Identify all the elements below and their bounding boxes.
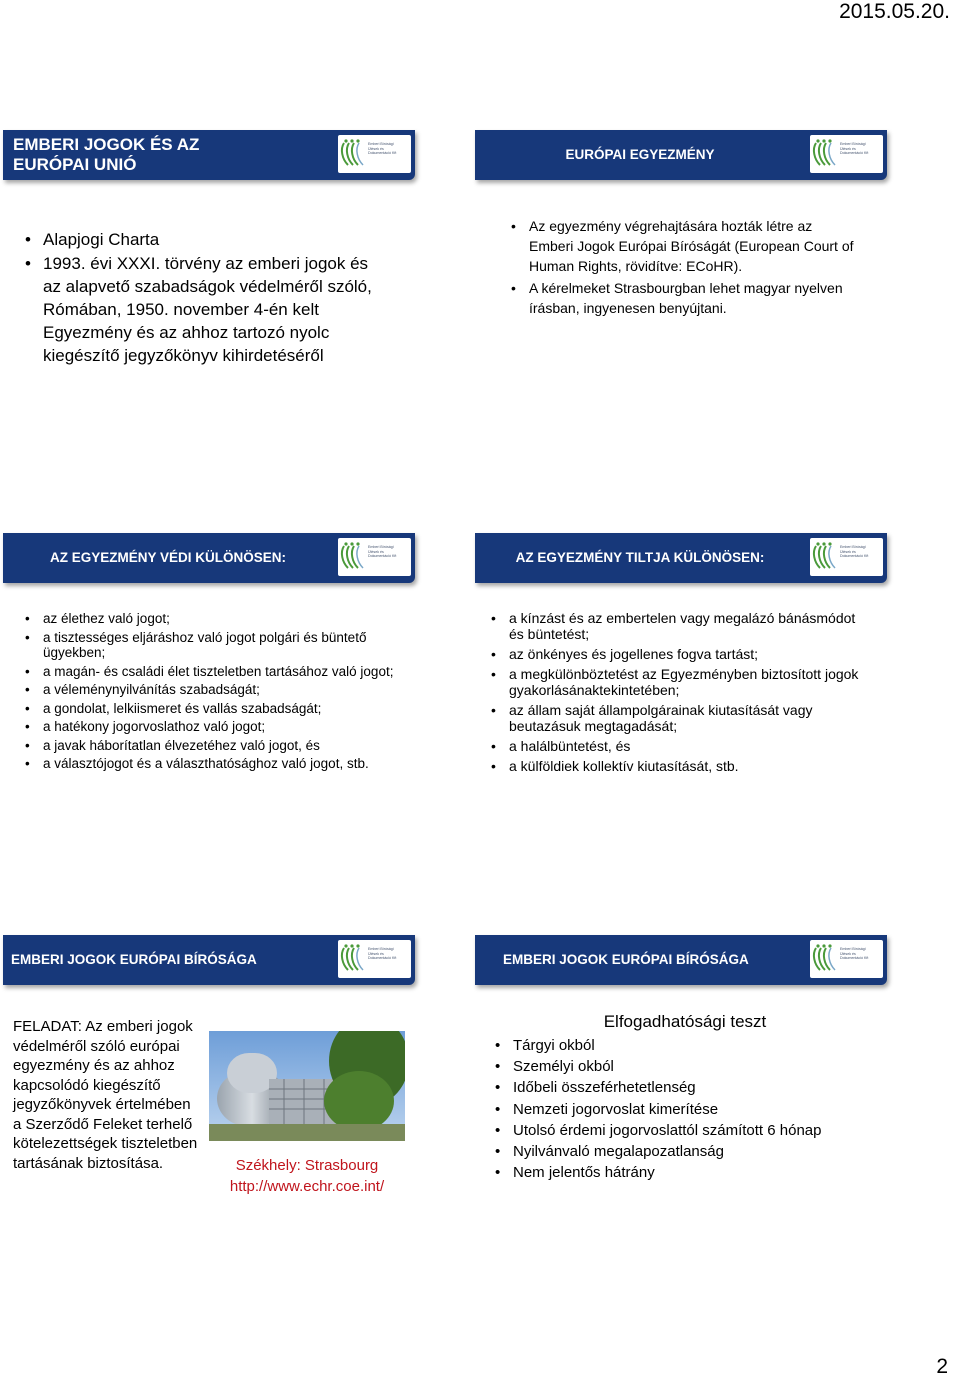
court-website-link[interactable]: http://www.echr.coe.int/: [229, 1178, 385, 1195]
bullet-list: [491, 610, 871, 774]
slide-title: EURÓPAI EGYEZMÉNY: [565, 146, 715, 162]
list-item: • a hatékony jogorvoslathoz való jogot;: [25, 719, 395, 735]
slide-2: [475, 130, 887, 470]
slide-title: EMBERI JOGOK EURÓPAI BÍRÓSÁGA: [11, 951, 257, 967]
logo-icon: Emberi Bírósági Ülések és Dokumentáció Kft: [338, 940, 411, 978]
bullet-list: [25, 228, 375, 367]
list-item: • a javak háborítatlan élvezetéhez való jogot, és: [25, 738, 395, 754]
slide-header: [475, 130, 887, 180]
list-item: • a véleménynyilvánítás szabadságát;: [25, 682, 395, 698]
bullet-list: [511, 216, 856, 318]
logo-icon: Emberi Bírósági Ülések és Dokumentáció Kft: [338, 135, 411, 173]
location-text: Székhely: Strasbourg: [235, 1157, 379, 1174]
list-item: • Személyi okból: [495, 1056, 875, 1077]
slide-subtitle: Elfogadhatósági teszt: [603, 1012, 767, 1031]
slide-6: [475, 935, 887, 1275]
list-item: • a választójogot és a választhatósághoz való jogot, stb.: [25, 756, 395, 772]
list-item: • Alapjogi Charta: [25, 228, 375, 251]
slide-title: AZ EGYEZMÉNY VÉDI KÜLÖNÖSEN:: [49, 549, 287, 565]
list-item: • a külföldiek kollektív kiutasítását, stb.: [491, 758, 871, 774]
page-number: 2: [936, 1355, 948, 1378]
list-item: • Nem jelentős hátrány: [495, 1162, 875, 1183]
list-item: • Nemzeti jogorvoslat kimerítése: [495, 1099, 875, 1120]
slide-1: [3, 130, 415, 470]
list-item: • az önkényes és jogellenes fogva tartást;: [491, 646, 871, 662]
slide-title: [13, 130, 313, 180]
slide-header: [3, 935, 415, 985]
bullet-list: [25, 611, 395, 772]
slide-header: [475, 533, 887, 583]
page-date: 2015.05.20.: [839, 0, 950, 23]
list-item: • Tárgyi okból: [495, 1035, 875, 1056]
court-photo: [209, 1031, 405, 1141]
list-item: • Nyilvánvaló megalapozatlanság: [495, 1141, 875, 1162]
task-paragraph: FELADAT: Az emberi jogok védelméről szóló európai egyezmény és az ahhoz kapcsolódó kiegészítő jegyzőkönyvek értelmében a Szerződő Feleket terhelő kötelezettségek tiszteletben tartásának biztosítása.: [13, 1018, 198, 1172]
slide-header: [3, 533, 415, 583]
list-item: • A kérelmeket Strasbourgban lehet magyar nyelven írásban, ingyenesen benyújtani.: [511, 278, 856, 318]
list-item: • a kínzást és az embertelen vagy megalázó bánásmódot és büntetést;: [491, 610, 871, 642]
slide-title-line-2: EURÓPAI UNIÓ: [13, 155, 137, 174]
court-location-caption: [209, 1155, 405, 1197]
logo-icon: Emberi Bírósági Ülések és Dokumentáció Kft: [338, 538, 411, 576]
slide-title: AZ EGYEZMÉNY TILTJA KÜLÖNÖSEN:: [515, 549, 765, 565]
logo-icon: Emberi Bírósági Ülések és Dokumentáció Kft: [810, 940, 883, 978]
list-item: • Utolsó érdemi jogorvoslattól számított 6 hónap: [495, 1120, 875, 1141]
list-item: • az állam saját állampolgárainak kiutasítását vagy beutazásuk megtagadását;: [491, 702, 871, 734]
list-item: • a halálbüntetést, és: [491, 738, 871, 754]
list-item: • az élethez való jogot;: [25, 611, 395, 627]
slide-4: [475, 533, 887, 873]
logo-icon: Emberi Bírósági Ülések és Dokumentáció Kft: [810, 135, 883, 173]
list-item: • a magán- és családi élet tiszteletben tartásához való jogot;: [25, 664, 395, 680]
list-item: • a tisztességes eljáráshoz való jogot polgári és büntető ügyekben;: [25, 630, 395, 661]
list-item: • Időbeli összeférhetetlenség: [495, 1077, 875, 1098]
list-item: • a megkülönböztetést az Egyezményben biztosított jogok gyakorlásánaktekintetében;: [491, 666, 871, 698]
slide-header: [475, 935, 887, 985]
list-item: • 1993. évi XXXI. törvény az emberi jogok és az alapvető szabadságok védelméről szóló, Rómában, 1950. november 4-én kelt Egyezmény és az ahhoz tartozó nyolc kiegészítő jegyzőkönyv kihirdetéséről: [25, 252, 375, 367]
slide-3: [3, 533, 415, 873]
slide-title-line-1: EMBERI JOGOK ÉS AZ: [13, 134, 200, 154]
bullet-list: [495, 1035, 875, 1183]
logo-icon: Emberi Bírósági Ülések és Dokumentáció Kft: [810, 538, 883, 576]
slide-header: [3, 130, 415, 180]
slide-title: EMBERI JOGOK EURÓPAI BÍRÓSÁGA: [503, 951, 749, 967]
list-item: • Az egyezmény végrehajtására hozták létre az Emberi Jogok Európai Bíróságát (European Court of Human Rights, rövidítve: ECoHR).: [511, 216, 856, 276]
list-item: • a gondolat, lelkiismeret és vallás szabadságát;: [25, 701, 395, 717]
